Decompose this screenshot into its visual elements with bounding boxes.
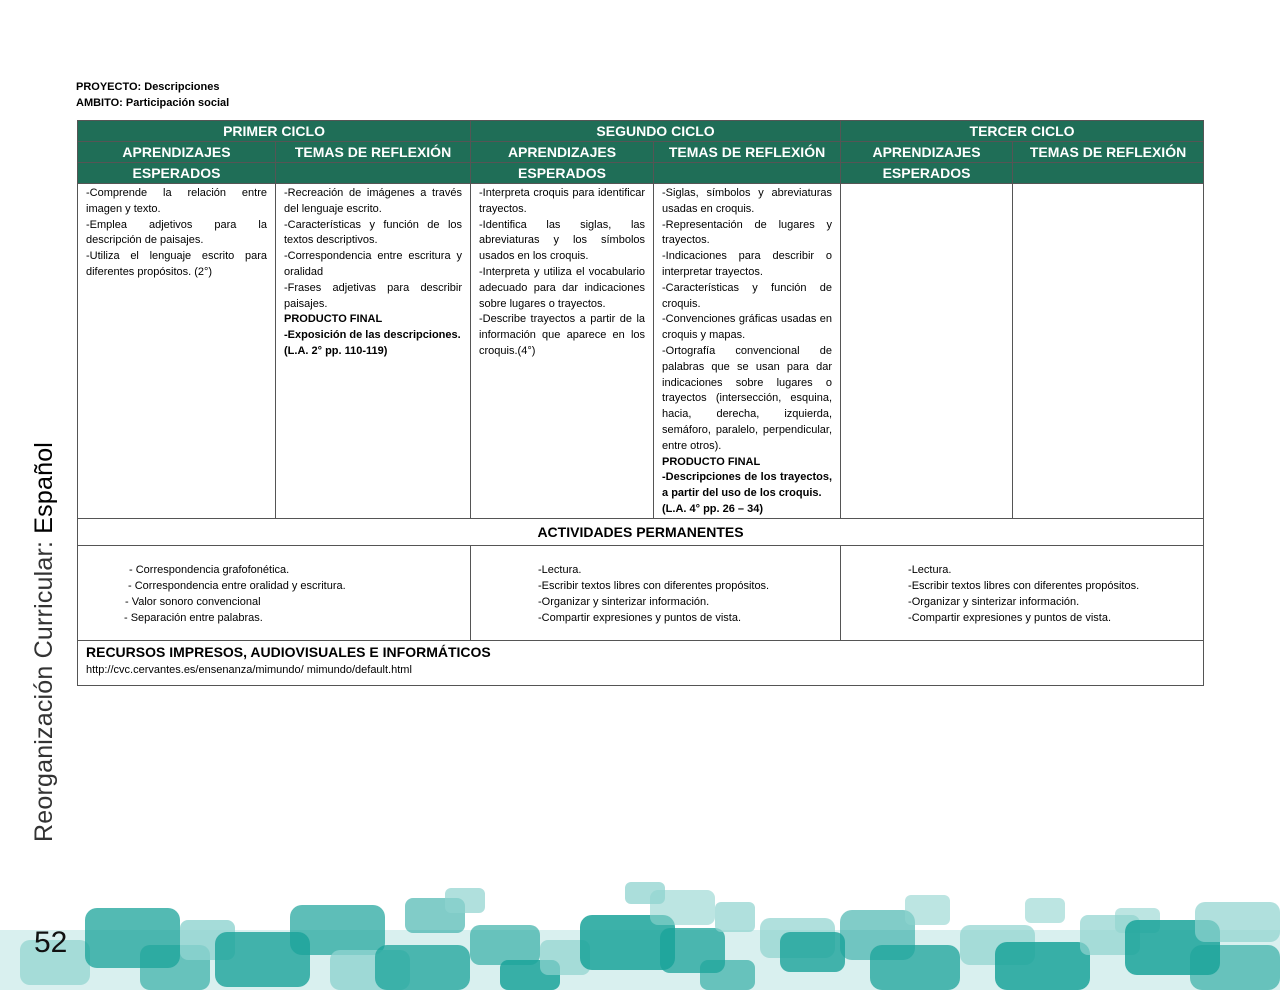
c2-aprendizaje-item: -Interpreta croquis para identificar trayectos. [479,187,646,215]
permanente-item: - Valor sonoro convencional [125,595,261,608]
c2-aprendizaje-item: -Describe trayectos a partir de la información que aparece en los croquis.(4°) [479,313,646,357]
c3-aprendizajes-cell [841,184,1013,519]
c1-esperados-header: ESPERADOS [78,163,276,184]
c1-temas-cell [276,184,471,519]
c1-tema-item: -Características y función de los textos descriptivos. [284,218,463,247]
permanente-item: -Organizar y sinterizar información. [908,595,1080,608]
permanente-item: - Correspondencia entre oralidad y escritura. [128,579,346,592]
c2-temas-blank [654,163,841,184]
permanentes-col1 [78,545,471,640]
permanente-item: -Organizar y sinterizar información. [538,595,710,608]
c2-esperados-header: ESPERADOS [471,163,654,184]
c1-aprendizajes-cell [78,184,276,519]
c2-aprendizaje-item: -Interpreta y utiliza el vocabulario adecuado para dar indicaciones sobre lugares o trayectos. [479,265,646,310]
side-label [30,442,59,842]
permanente-item: -Lectura. [538,563,582,576]
c2-tema-item: -Características y función de croquis. [662,281,833,310]
side-label-prefix: Reorganización Curricular: [30,533,58,842]
c1-aprendizaje-item: -Utiliza el lenguaje escrito para diferentes propósitos. (2°) [86,250,267,278]
curriculum-table [77,120,1204,686]
c2-temas-header: TEMAS DE REFLEXIÓN [654,142,841,163]
c3-temas-cell [1013,184,1204,519]
cycle1-header: PRIMER CICLO [78,121,471,142]
c1-aprendizajes-header: APRENDIZAJES [78,142,276,163]
permanentes-row [78,545,1204,640]
c3-esperados-header: ESPERADOS [841,163,1013,184]
c2-aprendizajes-header: APRENDIZAJES [471,142,654,163]
permanente-item: -Escribir textos libres con diferentes propósitos. [538,579,770,592]
c1-ref: (L.A. 2° pp. 110-119) [284,344,388,357]
ambito-line: AMBITO: Participación social [76,97,230,109]
c1-aprendizaje-item: -Emplea adjetivos para la descripción de paisajes. [86,218,267,247]
c3-aprendizajes-header: APRENDIZAJES [841,142,1013,163]
permanentes-col3 [841,545,1204,640]
permanentes-title: ACTIVIDADES PERMANENTES [78,518,1204,545]
permanentes-title-row [78,518,1204,545]
side-label-subject: Español [30,441,58,534]
c2-tema-item: -Ortografía convencional de palabras que se usan para dar indicaciones sobre lugares o trayectos (intersección, esquina, hacia, derecha, izquierda, semáforo, paralelo, perpendicular, entre otros). [662,344,833,452]
c1-temas-blank [276,163,471,184]
footer-squares [0,882,1280,990]
permanente-item: -Lectura. [908,563,952,576]
column-header-row [78,142,1204,163]
decorative-footer-pattern [0,870,1280,990]
recursos-url[interactable]: http://cvc.cervantes.es/ensenanza/mimundo/ mimundo/default.html [86,663,412,676]
c1-tema-item: -Correspondencia entre escritura y oralidad [284,250,463,278]
project-line: PROYECTO: Descripciones [76,81,220,93]
recursos-title: RECURSOS IMPRESOS, AUDIOVISUALES E INFORMÁTICOS [86,643,491,660]
c2-producto: -Descripciones de los trayectos, a partir del uso de los croquis. [662,471,833,500]
c2-ref: (L.A. 4° pp. 26 – 34) [662,502,763,515]
permanente-item: -Escribir textos libres con diferentes propósitos. [908,579,1140,592]
recursos-row [78,640,1204,685]
recursos-cell [78,640,1204,685]
c1-producto-label: PRODUCTO FINAL [284,313,383,326]
c1-tema-item: -Frases adjetivas para describir paisajes. [284,281,463,310]
permanente-item: - Correspondencia grafofonética. [129,563,290,576]
c2-tema-item: -Indicaciones para describir o interpretar trayectos. [662,250,833,278]
c3-temas-blank [1013,163,1204,184]
cycle3-header: TERCER CICLO [841,121,1204,142]
c2-tema-item: -Siglas, símbolos y abreviaturas usadas en croquis. [662,187,833,215]
c2-tema-item: -Representación de lugares y trayectos. [662,218,833,247]
c2-temas-cell [654,184,841,519]
column-subheader-row [78,163,1204,184]
c1-aprendizaje-item: -Comprende la relación entre imagen y texto. [86,187,267,215]
c2-aprendizajes-cell [471,184,654,519]
c1-producto: -Exposición de las descripciones. [284,329,461,342]
c2-aprendizaje-item: -Identifica las siglas, las abreviaturas y los símbolos usados en los croquis. [479,218,646,263]
permanente-item: - Separación entre palabras. [124,611,263,624]
cycle2-header: SEGUNDO CICLO [471,121,841,142]
c2-producto-label: PRODUCTO FINAL [662,455,761,468]
c2-tema-item: -Convenciones gráficas usadas en croquis y mapas. [662,313,833,342]
permanente-item: -Compartir expresiones y puntos de vista. [908,611,1112,624]
permanentes-col2 [471,545,841,640]
content-row [78,184,1204,519]
permanente-item: -Compartir expresiones y puntos de vista. [538,611,741,624]
cycle-header-row [78,121,1204,142]
c3-temas-header: TEMAS DE REFLEXIÓN [1013,142,1204,163]
c1-temas-header: TEMAS DE REFLEXIÓN [276,142,471,163]
c1-tema-item: -Recreación de imágenes a través del lenguaje escrito. [284,187,463,215]
page-number: 52 [34,926,68,959]
